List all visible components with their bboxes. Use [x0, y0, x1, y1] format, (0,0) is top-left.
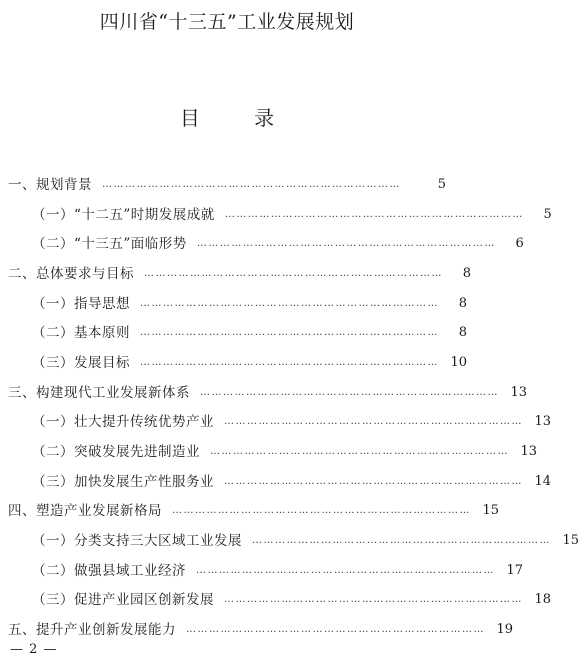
page-footer: — 2 —: [10, 642, 58, 657]
toc-entry-label: （二）“十三五”面临形势: [32, 236, 187, 253]
toc-entry-label: （三）促进产业园区创新发展: [32, 592, 214, 609]
toc-entry[interactable]: [0, 467, 551, 497]
toc-entry[interactable]: [0, 318, 467, 348]
toc-entry[interactable]: [0, 556, 523, 586]
toc-entry-page: 5: [437, 176, 446, 192]
toc-entry-label: （三）发展目标: [32, 354, 130, 371]
dot-leader: ……………………………………………………………………: [224, 416, 523, 428]
toc-entry-page: 6: [515, 236, 524, 252]
toc-entry-page: 13: [520, 444, 537, 460]
dot-leader: ……………………………………………………………………: [224, 208, 524, 220]
toc-entry-label: （一）“十二五”时期发展成就: [32, 206, 215, 223]
toc-entry[interactable]: [0, 259, 471, 289]
toc-entry-page: 13: [510, 384, 527, 400]
toc-entry[interactable]: [0, 229, 524, 259]
dot-leader: ……………………………………………………………………: [102, 178, 401, 190]
toc-entry-label: （三）加快发展生产性服务业: [32, 473, 214, 490]
toc-heading: 目 录: [179, 106, 299, 130]
toc-entry-label: （一）壮大提升传统优势产业: [32, 414, 214, 431]
toc-entry[interactable]: [0, 615, 513, 645]
toc-entry-page: 15: [482, 503, 499, 519]
toc-entry[interactable]: [0, 408, 551, 438]
dot-leader: ……………………………………………………………………: [224, 475, 523, 487]
toc-entry-page: 10: [450, 354, 467, 370]
toc-entry[interactable]: [0, 348, 467, 378]
toc-entry-label: 二、总体要求与目标: [8, 265, 134, 282]
toc-entry-page: 8: [458, 295, 467, 311]
dot-leader: ……………………………………………………………………: [200, 386, 499, 398]
toc-entry-page: 17: [506, 562, 523, 578]
toc-entry-label: （二）突破发展先进制造业: [32, 444, 200, 461]
dot-leader: ……………………………………………………………………: [140, 297, 439, 309]
toc-entry-label: （二）基本原则: [32, 325, 130, 342]
dot-leader: ……………………………………………………………………: [252, 535, 551, 547]
toc-entry-page: 19: [496, 622, 513, 638]
toc-entry-label: 一、规划背景: [8, 176, 92, 193]
dot-leader: ……………………………………………………………………: [196, 238, 496, 250]
toc-entry-label: （一）指导思想: [32, 295, 130, 312]
toc-entry[interactable]: [0, 378, 527, 408]
toc-entry-label: （一）分类支持三大区域工业发展: [32, 533, 242, 550]
dot-leader: ……………………………………………………………………: [172, 505, 471, 517]
toc-entry[interactable]: [0, 526, 579, 556]
toc-entry-label: （二）做强县域工业经济: [32, 562, 186, 579]
toc-entry-label: 四、塑造产业发展新格局: [8, 503, 162, 520]
toc-entry-page: 18: [534, 592, 551, 608]
toc-entry[interactable]: [0, 586, 551, 616]
toc-entry-page: 14: [534, 473, 551, 489]
toc-entry[interactable]: [0, 497, 499, 527]
toc-entry[interactable]: [0, 289, 467, 319]
toc-entry-label: 三、构建现代工业发展新体系: [8, 384, 190, 401]
dot-leader: ……………………………………………………………………: [186, 624, 485, 636]
dot-leader: ……………………………………………………………………: [196, 564, 495, 576]
toc-entry-page: 8: [462, 265, 471, 281]
dot-leader: ……………………………………………………………………: [224, 594, 523, 606]
toc-entry-page: 5: [543, 206, 552, 222]
toc-entry-page: 13: [534, 414, 551, 430]
toc-entry[interactable]: [0, 437, 537, 467]
dot-leader: ……………………………………………………………………: [140, 356, 439, 368]
toc-entry-label: 五、提升产业创新发展能力: [8, 622, 176, 639]
toc-entry[interactable]: [0, 170, 454, 200]
dot-leader: ……………………………………………………………………: [140, 327, 439, 339]
dot-leader: ……………………………………………………………………: [210, 446, 509, 458]
toc-entry[interactable]: [0, 200, 552, 230]
document-title: 四川省“十三五”工业发展规划: [99, 11, 355, 33]
toc-entry-page: 8: [458, 325, 467, 341]
toc-entry-page: 15: [562, 533, 579, 549]
dot-leader: ……………………………………………………………………: [144, 267, 443, 279]
table-of-contents: [0, 170, 579, 645]
